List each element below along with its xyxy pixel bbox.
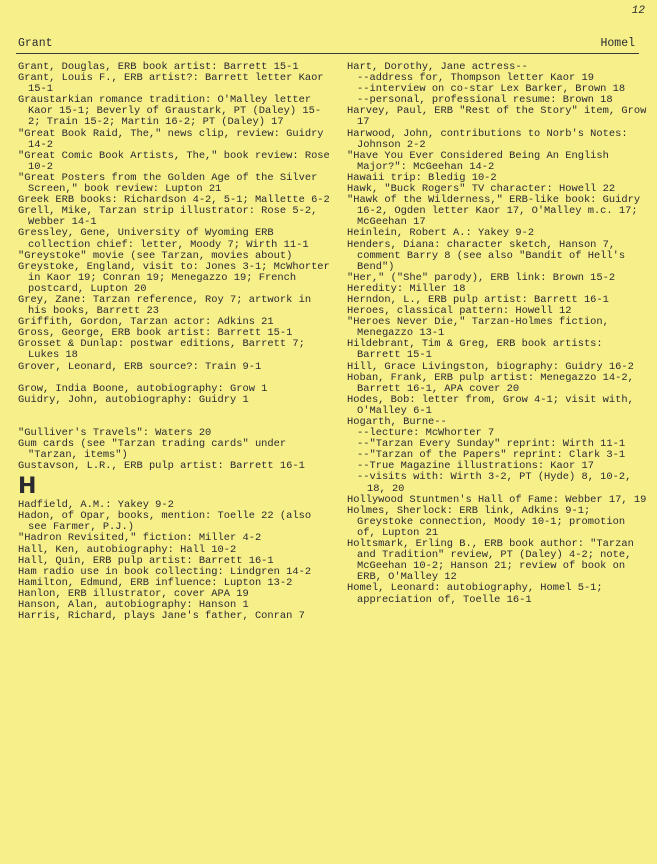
index-entry: "Hawk of the Wilderness," ERB-like book: Guidry 16-2, Ogden letter Kaor 17, O'Malley m.c. 17; McGeehan 17 [347,194,641,229]
page-number: 12 [631,5,645,17]
header-last-entry: Homel [600,37,635,50]
index-entry: Grant, Louis F., ERB artist?: Barrett letter Kaor 15-1 [18,72,324,96]
index-entry: Hawk, "Buck Rogers" TV character: Howell 22 [347,183,616,196]
index-entry: Hanlon, ERB illustrator, cover APA 19 [18,587,249,600]
left-column [18,62,330,622]
index-entry: Hogarth, Burne-- [347,416,447,428]
index-entry: Gressley, Gene, University of Wyoming ERB collection chief: letter, Moody 7; Wirth 11-1 [18,227,309,251]
index-entry: "Great Comic Book Artists, The," book review: Rose 10-2 [18,149,330,173]
index-entry: "Heroes Never Die," Tarzan-Holmes fiction, Menegazzo 13-1 [347,316,609,340]
index-entry: Greek ERB books: Richardson 4-2, 5-1; Mallette 6-2 [18,194,330,207]
index-entry: Gum cards (see "Tarzan trading cards" under "Tarzan, items") [18,437,287,461]
index-entry: Hall, Quin, ERB pulp artist: Barrett 16-1 [18,554,274,567]
spacer [18,373,330,384]
entry-group-2 [18,384,330,406]
index-entry: Hill, Grace Livingston, biography: Guidry 16-2 [347,360,634,373]
index-entry: Guidry, John, autobiography: Guidry 1 [18,393,249,406]
index-entry: Hollywood Stuntmen's Hall of Fame: Webber 17, 19 [347,493,647,506]
index-subentry: --visits with: Wirth 3-2, PT (Hyde) 8, 10-2, 18, 20 [357,471,632,495]
index-entry: Holmes, Sherlock: ERB link, Adkins 9-1; Greystoke connection, Moody 10-1; promotion of, Lupton 21 [347,504,626,539]
index-entry: Grell, Mike, Tarzan strip illustrator: Rose 5-2, Webber 14-1 [18,205,318,229]
index-entry: Hawaii trip: Bledig 10-2 [347,171,497,184]
index-entry: Hodes, Bob: letter from, Grow 4-1; visit with, O'Malley 6-1 [347,393,634,417]
header-first-entry: Grant [18,37,53,50]
index-entry: Ham radio use in book collecting: Lindgren 14-2 [18,565,312,578]
index-subentry: --address for, Thompson letter Kaor 19 [357,72,594,85]
index-subentry: --True Magazine illustrations: Kaor 17 [357,460,594,473]
index-entry: Heinlein, Robert A.: Yakey 9-2 [347,227,535,240]
index-entry: "Gulliver's Travels": Waters 20 [18,426,212,439]
index-entry: Grosset & Dunlap: postwar editions, Barrett 7; Lukes 18 [18,338,305,362]
entry-group-1 [18,62,330,373]
header-rule [16,53,639,54]
index-entry: "Great Book Raid, The," news clip, review: Guidry 14-2 [18,127,324,151]
index-entry: Hart, Dorothy, Jane actress-- [347,61,528,73]
index-entry: Hall, Ken, autobiography: Hall 10-2 [18,543,237,556]
index-entry: Homel, Leonard: autobiography, Homel 5-1; appreciation of, Toelle 16-1 [347,582,603,606]
index-entry: Grant, Douglas, ERB book artist: Barrett 15-1 [18,61,299,73]
index-entry: Gustavson, L.R., ERB pulp artist: Barrett 16-1 [18,460,305,473]
index-entry: "Her," ("She" parody), ERB link: Brown 15-2 [347,271,616,284]
index-entry: Grow, India Boone, autobiography: Grow 1 [18,382,268,395]
index-entry: Greystoke, England, visit to: Jones 3-1; McWhorter in Kaor 19; Conran 19; Menegazzo 19; French postcard, Lupton 20 [18,260,330,295]
index-entry: Graustarkian romance tradition: O'Malley letter Kaor 15-1; Beverly of Graustark, PT (Daley) 15-2; Train 15-2; Martin 16-2; PT (Daley) 17 [18,94,322,129]
index-subentry: --interview on co-star Lex Barker, Brown 18 [357,83,626,96]
index-entry: Griffith, Gordon, Tarzan actor: Adkins 21 [18,316,274,329]
index-subentry: --personal, professional resume: Brown 18 [357,94,613,107]
index-entry: Gross, George, ERB book artist: Barrett 15-1 [18,327,293,340]
index-entry: Grey, Zane: Tarzan reference, Roy 7; artwork in his books, Barrett 23 [18,293,312,318]
running-header [18,37,635,53]
index-entry: Hadon, of Opar, books, mention: Toelle 22 (also see Farmer, P.J.) [18,510,312,534]
index-entry: Hadfield, A.M.: Yakey 9-2 [18,499,174,512]
entry-group-4 [18,500,330,622]
index-entry: Harwood, John, contributions to Norb's Notes: Johnson 2-2 [347,127,628,151]
index-entry: Heredity: Miller 18 [347,282,466,295]
index-entry: Henders, Diana: character sketch, Hanson 7, comment Barry 8 (see also "Bandit of Hell's Bend") [347,238,626,273]
index-entry: "Have You Ever Considered Being An English Major?": McGeehan 14-2 [347,149,609,173]
index-entry: "Greystoke" movie (see Tarzan, movies about) [18,249,293,262]
index-entry: Harris, Richard, plays Jane's father, Conran 7 [18,610,305,623]
entry-group-3 [18,428,330,472]
right-column [347,62,649,606]
index-entry: Hanson, Alan, autobiography: Hanson 1 [18,599,249,612]
index-entry: Hoban, Frank, ERB pulp artist: Menegazzo 14-2, Barrett 16-1, APA cover 20 [347,371,634,395]
index-entry: Heroes, classical pattern: Howell 12 [347,305,572,318]
index-entry: Grover, Leonard, ERB source?: Train 9-1 [18,360,262,373]
index-subentry: --lecture: McWhorter 7 [357,427,495,440]
index-entry: Holtsmark, Erling B., ERB book author: "Tarzan and Tradition" review, PT (Daley) 4-2; note, McGeehan 10-2; Hanson 21; review of book on ERB, O'Malley 12 [347,538,634,584]
index-entry: Hildebrant, Tim & Greg, ERB book artists: Barrett 15-1 [347,338,603,362]
index-entry: Herndon, L., ERB pulp artist: Barrett 16-1 [347,293,609,306]
index-entry: "Hadron Revisited," fiction: Miller 4-2 [18,532,262,545]
section-letter-heading: H [18,474,37,500]
index-entry: Harvey, Paul, ERB "Rest of the Story" item, Grow 17 [347,105,647,129]
index-entry: "Great Posters from the Golden Age of the Silver Screen," book review: Lupton 21 [18,171,318,196]
index-subentry: --"Tarzan Every Sunday" reprint: Wirth 11-1 [357,438,626,451]
index-subentry: --"Tarzan of the Papers" reprint: Clark 3-1 [357,449,626,462]
spacer [18,406,330,428]
index-entry: Hamilton, Edmund, ERB influence: Lupton 13-2 [18,576,293,589]
